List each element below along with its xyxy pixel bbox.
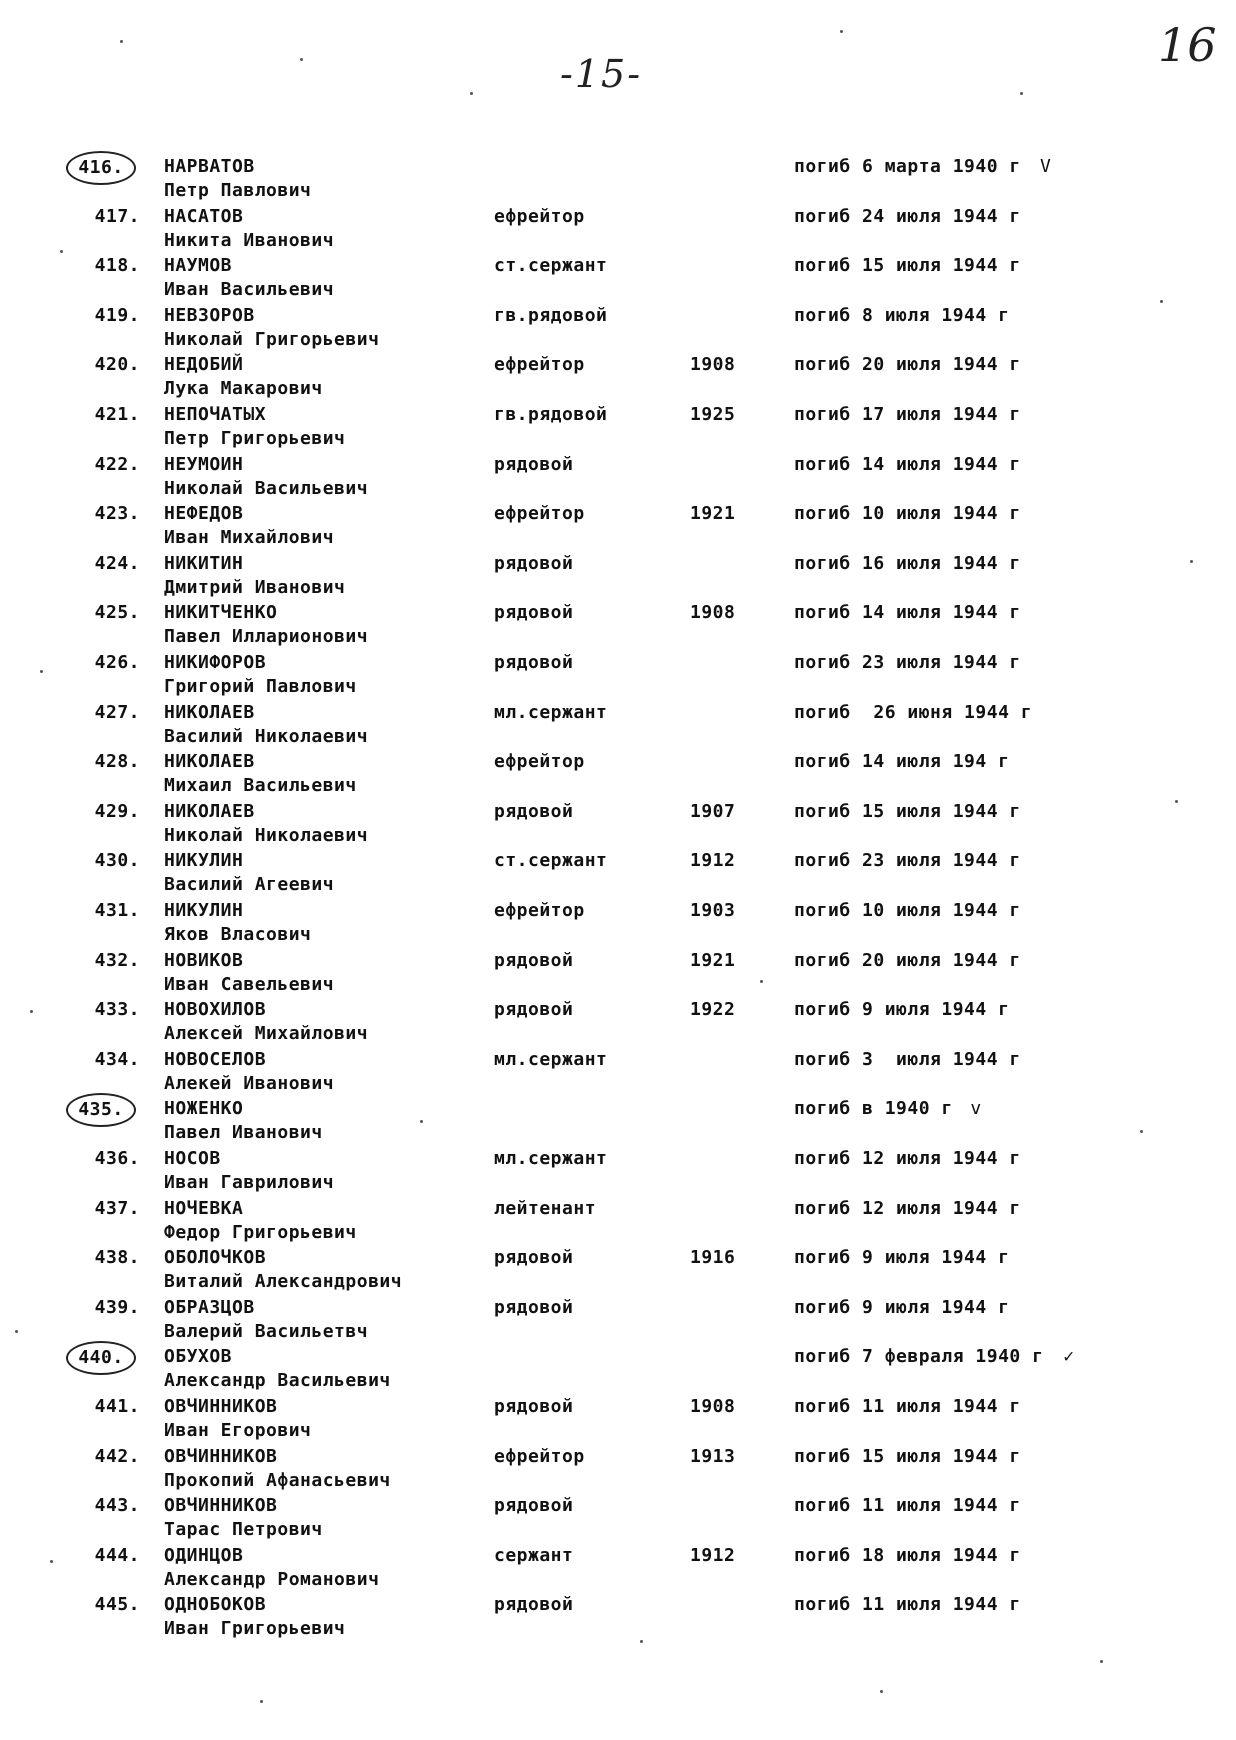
entry-surname: НИКИТЧЕНКО (164, 602, 278, 624)
entry-surname: ОДНОБОКОВ (164, 1594, 267, 1616)
entry-number: 437. (94, 1197, 140, 1219)
entry-birth-year: 1921 (690, 503, 736, 525)
entry-given-name: Александр Васильевич (164, 1370, 391, 1392)
entry-rank: ефрейтор (494, 205, 585, 227)
scan-speck (1190, 560, 1193, 563)
entry-rank: мл.сержант (494, 701, 608, 723)
scan-speck (15, 1330, 18, 1333)
entry-rank: мл.сержант (494, 1148, 608, 1169)
entry-row (0, 353, 1236, 403)
entry-given-name: Алекей Иванович (164, 1072, 335, 1094)
entry-surname: НИКУЛИН (164, 900, 244, 921)
entry-rank: гв.рядовой (494, 404, 608, 425)
entry-fate: погиб 14 июля 194 г (794, 751, 1010, 773)
entry-fate: погиб 15 июля 1944 г (794, 1445, 1021, 1467)
entry-row (0, 552, 1236, 602)
scan-speck (880, 1690, 883, 1693)
entry-surname: ОВЧИННИКОВ (164, 1445, 278, 1467)
entry-rank: рядовой (494, 652, 574, 673)
entry-row (0, 254, 1236, 304)
entry-given-name: Александр Романович (164, 1568, 380, 1590)
entry-fate: погиб 14 июля 1944 г (794, 602, 1021, 624)
entry-given-name: Михаил Васильевич (164, 775, 357, 797)
scan-speck (40, 670, 43, 673)
entry-row (0, 1395, 1236, 1445)
entry-row (0, 502, 1236, 552)
entry-rank: рядовой (494, 1396, 574, 1417)
entry-fate: погиб 18 июля 1944 г (794, 1544, 1021, 1566)
entry-number: 431. (94, 900, 140, 921)
entry-given-name: Василий Агеевич (164, 874, 335, 896)
entry-rank: рядовой (494, 602, 574, 624)
entry-row (0, 601, 1236, 651)
scan-speck (60, 250, 63, 253)
entry-number: 439. (94, 1296, 140, 1318)
scan-speck (840, 30, 843, 33)
entry-surname: НАУМОВ (164, 255, 233, 277)
entry-row (0, 1593, 1236, 1643)
entry-number: 427. (94, 701, 140, 723)
entry-rank: рядовой (494, 453, 574, 475)
check-mark: ✓ (1063, 1346, 1075, 1368)
entry-given-name: Григорий Павлович (164, 676, 357, 697)
scan-speck (30, 1010, 33, 1013)
entry-surname: НЕФЕДОВ (164, 503, 244, 525)
archive-number: 16 (1158, 18, 1217, 72)
entry-fate: погиб 11 июля 1944 г (794, 1396, 1021, 1417)
entry-row (0, 1197, 1236, 1247)
entry-surname: ОБУХОВ (164, 1346, 233, 1368)
entry-given-name: Иван Михайлович (164, 527, 335, 549)
entry-row (0, 750, 1236, 800)
entry-surname: ОВЧИННИКОВ (164, 1396, 278, 1417)
entry-surname: НИКИТИН (164, 552, 244, 574)
entry-given-name: Яков Власович (164, 924, 312, 945)
entry-rank: рядовой (494, 1247, 574, 1269)
entry-row (0, 1048, 1236, 1098)
entry-row (0, 701, 1236, 751)
entry-number: 430. (94, 850, 140, 872)
scan-speck (1160, 300, 1163, 303)
entry-birth-year: 1916 (690, 1247, 736, 1269)
entry-number: 421. (94, 404, 140, 425)
entry-fate: погиб 12 июля 1944 г (794, 1148, 1021, 1169)
entry-given-name: Петр Павлович (164, 180, 312, 201)
entry-given-name: Николай Васильевич (164, 477, 369, 499)
entry-surname: НОЖЕНКО (164, 1098, 244, 1120)
entry-given-name: Петр Григорьевич (164, 428, 346, 449)
entry-birth-year: 1921 (690, 949, 736, 971)
entry-surname: ОВЧИННИКОВ (164, 1495, 278, 1517)
entry-fate: погиб 8 июля 1944 г (794, 304, 1010, 326)
entry-fate: погиб 9 июля 1944 г (794, 1296, 1010, 1318)
entry-given-name: Николай Григорьевич (164, 328, 380, 350)
entry-rank: рядовой (494, 1495, 574, 1517)
entry-given-name: Иван Егорович (164, 1420, 312, 1441)
entry-number: 440. (66, 1341, 136, 1375)
entry-surname: НЕДОБИЙ (164, 354, 244, 376)
entry-given-name: Федор Григорьевич (164, 1221, 357, 1243)
entry-fate: погиб 10 июля 1944 г (794, 503, 1021, 525)
scan-speck (760, 980, 763, 983)
entry-fate: погиб 11 июля 1944 г (794, 1594, 1021, 1616)
entry-rank: лейтенант (494, 1197, 597, 1219)
entry-number: 426. (94, 652, 140, 673)
entry-surname: ОБОЛОЧКОВ (164, 1247, 267, 1269)
entry-fate: погиб 24 июля 1944 г (794, 205, 1021, 227)
entry-surname: НОЧЕВКА (164, 1197, 244, 1219)
entry-number: 422. (94, 453, 140, 475)
entry-rank: ефрейтор (494, 900, 585, 921)
entry-rank: ефрейтор (494, 503, 585, 525)
entry-rank: гв.рядовой (494, 304, 608, 326)
scan-speck (640, 1640, 643, 1643)
entry-birth-year: 1908 (690, 1396, 736, 1417)
entry-fate: погиб 16 июля 1944 г (794, 552, 1021, 574)
entry-row (0, 849, 1236, 899)
entry-rank: рядовой (494, 800, 574, 822)
entry-fate: погиб 9 июля 1944 г (794, 999, 1010, 1021)
entry-fate: погиб 6 марта 1940 г (794, 156, 1021, 177)
entry-fate: погиб 20 июля 1944 г (794, 354, 1021, 376)
entry-rank: рядовой (494, 1296, 574, 1318)
entry-number: 424. (94, 552, 140, 574)
entry-number: 443. (94, 1495, 140, 1517)
entry-number: 425. (94, 602, 140, 624)
entry-number: 418. (94, 255, 140, 277)
entry-rank: рядовой (494, 999, 574, 1021)
entry-row (0, 1097, 1236, 1147)
entry-given-name: Иван Савельевич (164, 973, 335, 995)
entry-surname: НЕПОЧАТЫХ (164, 404, 267, 425)
entry-fate: погиб 12 июля 1944 г (794, 1197, 1021, 1219)
entry-row (0, 1147, 1236, 1197)
entry-surname: НОВОХИЛОВ (164, 999, 267, 1021)
scan-speck (1020, 92, 1023, 95)
entry-given-name: Виталий Александрович (164, 1271, 403, 1293)
entry-rank: мл.сержант (494, 1048, 608, 1070)
entry-surname: НОВИКОВ (164, 949, 244, 971)
entry-birth-year: 1922 (690, 999, 736, 1021)
entry-row (0, 1494, 1236, 1544)
entry-rank: рядовой (494, 1594, 574, 1616)
entry-number: 417. (94, 205, 140, 227)
entry-row (0, 800, 1236, 850)
entry-given-name: Алексей Михайлович (164, 1023, 369, 1045)
check-mark: V (1040, 156, 1052, 177)
entry-fate: погиб 9 июля 1944 г (794, 1247, 1010, 1269)
entry-fate: погиб 10 июля 1944 г (794, 900, 1021, 921)
entry-number: 420. (94, 354, 140, 376)
entry-rank: ст.сержант (494, 850, 608, 872)
entry-fate: погиб 17 июля 1944 г (794, 404, 1021, 425)
entry-given-name: Николай Николаевич (164, 824, 369, 846)
entry-surname: ОДИНЦОВ (164, 1544, 244, 1566)
entry-birth-year: 1912 (690, 850, 736, 872)
entry-rank: ст.сержант (494, 255, 608, 277)
entry-number: 428. (94, 751, 140, 773)
entry-row (0, 304, 1236, 354)
entry-given-name: Валерий Васильетвч (164, 1320, 369, 1342)
entry-row (0, 1246, 1236, 1296)
scan-speck (470, 92, 473, 95)
entry-row (0, 403, 1236, 453)
entry-fate: погиб 23 июля 1944 г (794, 850, 1021, 872)
scan-speck (300, 58, 303, 61)
entry-surname: НОСОВ (164, 1148, 221, 1169)
entry-birth-year: 1925 (690, 404, 736, 425)
entry-given-name: Никита Иванович (164, 229, 335, 251)
scan-speck (1175, 800, 1178, 803)
entry-number: 438. (94, 1247, 140, 1269)
entry-surname: НИКОЛАЕВ (164, 701, 255, 723)
entry-number: 442. (94, 1445, 140, 1467)
entry-rank: ефрейтор (494, 1445, 585, 1467)
entry-given-name: Дмитрий Иванович (164, 576, 346, 598)
entry-surname: НИКОЛАЕВ (164, 800, 255, 822)
entry-number: 419. (94, 304, 140, 326)
entry-row (0, 949, 1236, 999)
entry-birth-year: 1907 (690, 800, 736, 822)
entry-birth-year: 1913 (690, 1445, 736, 1467)
entry-birth-year: 1912 (690, 1544, 736, 1566)
entry-given-name: Павел Иванович (164, 1122, 323, 1144)
entry-surname: НАСАТОВ (164, 205, 244, 227)
entry-row (0, 155, 1236, 205)
entry-surname: НИКОЛАЕВ (164, 751, 255, 773)
entry-number: 423. (94, 503, 140, 525)
entry-given-name: Павел Илларионович (164, 626, 369, 648)
entry-surname: НАРВАТОВ (164, 156, 255, 177)
entry-fate: погиб 20 июля 1944 г (794, 949, 1021, 971)
entry-rank: рядовой (494, 949, 574, 971)
entry-given-name: Прокопий Афанасьевич (164, 1469, 391, 1491)
entry-birth-year: 1908 (690, 602, 736, 624)
entry-fate: погиб 14 июля 1944 г (794, 453, 1021, 475)
scan-speck (1100, 1660, 1103, 1663)
entry-fate: погиб в 1940 г (794, 1098, 953, 1120)
entry-surname: НИКУЛИН (164, 850, 244, 872)
scan-speck (1140, 1130, 1143, 1133)
entry-row (0, 899, 1236, 949)
entry-fate: погиб 23 июля 1944 г (794, 652, 1021, 673)
entry-row (0, 998, 1236, 1048)
entry-given-name: Тарас Петрович (164, 1519, 323, 1541)
scan-speck (50, 1560, 53, 1563)
entry-given-name: Василий Николаевич (164, 725, 369, 747)
entry-surname: НИКИФОРОВ (164, 652, 267, 673)
entry-rank: рядовой (494, 552, 574, 574)
entry-given-name: Иван Гаврилович (164, 1172, 335, 1193)
entry-surname: НЕУМОИН (164, 453, 244, 475)
entry-row (0, 1296, 1236, 1346)
entry-row (0, 1544, 1236, 1594)
entry-row (0, 205, 1236, 255)
entry-birth-year: 1908 (690, 354, 736, 376)
entry-fate: погиб 15 июля 1944 г (794, 255, 1021, 277)
entry-given-name: Иван Васильевич (164, 279, 335, 301)
entry-row (0, 453, 1236, 503)
entry-number: 436. (94, 1148, 140, 1169)
entry-fate: погиб 7 февраля 1940 г (794, 1346, 1044, 1368)
entry-number: 435. (66, 1093, 136, 1127)
entry-number: 416. (66, 151, 136, 185)
entry-fate: погиб 26 июня 1944 г (794, 701, 1033, 723)
check-mark: v (970, 1098, 982, 1120)
entry-fate: погиб 3 июля 1944 г (794, 1048, 1021, 1070)
entry-number: 432. (94, 949, 140, 971)
entry-rank: ефрейтор (494, 751, 585, 773)
entry-given-name: Лука Макарович (164, 378, 323, 400)
entry-rank: сержант (494, 1544, 574, 1566)
entry-row (0, 1445, 1236, 1495)
entry-number: 433. (94, 999, 140, 1021)
entry-fate: погиб 15 июля 1944 г (794, 800, 1021, 822)
scan-speck (260, 1700, 263, 1703)
entry-given-name: Иван Григорьевич (164, 1618, 346, 1640)
entry-number: 444. (94, 1544, 140, 1566)
entry-number: 445. (94, 1594, 140, 1616)
entry-surname: НОВОСЕЛОВ (164, 1048, 267, 1070)
entry-row (0, 651, 1236, 701)
entry-number: 441. (94, 1396, 140, 1417)
scan-speck (420, 1120, 423, 1123)
entry-fate: погиб 11 июля 1944 г (794, 1495, 1021, 1517)
entry-surname: НЕВЗОРОВ (164, 304, 255, 326)
page-number: -15- (560, 52, 643, 96)
entry-number: 429. (94, 800, 140, 822)
entry-birth-year: 1903 (690, 900, 736, 921)
entry-surname: ОБРАЗЦОВ (164, 1296, 255, 1318)
entry-row (0, 1345, 1236, 1395)
entry-number: 434. (94, 1048, 140, 1070)
entry-rank: ефрейтор (494, 354, 585, 376)
scan-speck (120, 40, 123, 43)
